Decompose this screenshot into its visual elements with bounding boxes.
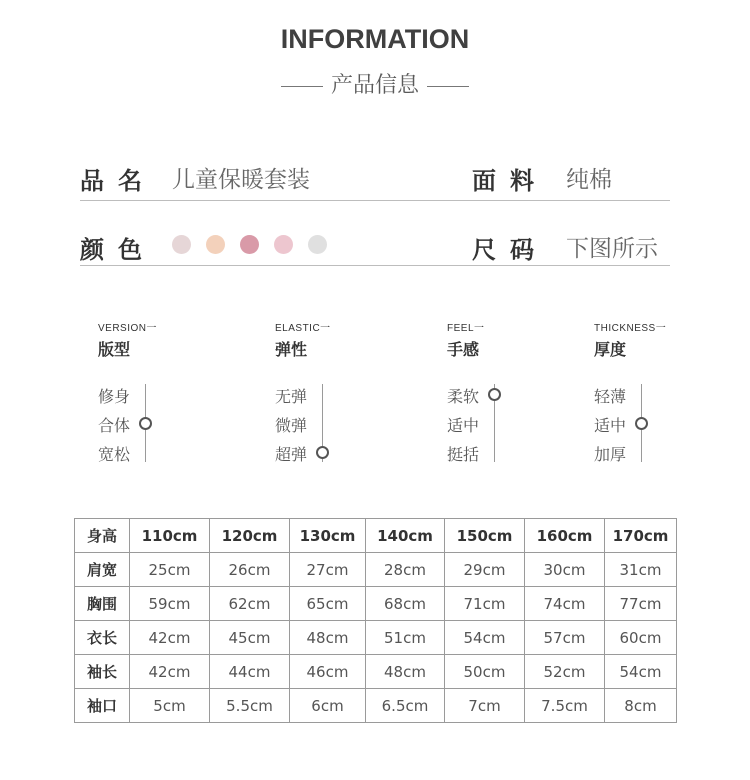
attribute-zh-label: 弹性	[275, 340, 308, 359]
table-row	[75, 587, 677, 621]
table-cell: 8cm	[605, 689, 677, 723]
table-header-cell: 120cm	[210, 519, 290, 553]
table-header-cell: 170cm	[605, 519, 677, 553]
table-cell: 6.5cm	[366, 689, 445, 723]
info-row-color-size	[80, 224, 670, 266]
attribute-heading	[275, 319, 331, 360]
table-cell: 60cm	[605, 621, 677, 655]
table-header-cell: 140cm	[366, 519, 445, 553]
table-header-cell: 150cm	[445, 519, 525, 553]
attribute-option: 挺括	[447, 445, 480, 464]
table-row	[75, 553, 677, 587]
table-header-cell: 160cm	[525, 519, 605, 553]
attribute-option: 柔软	[447, 387, 480, 406]
table-cell: 54cm	[605, 655, 677, 689]
divider-right	[427, 86, 469, 87]
attribute-option: 轻薄	[594, 387, 627, 406]
table-cell: 51cm	[366, 621, 445, 655]
table-cell: 25cm	[130, 553, 210, 587]
table-cell: 28cm	[366, 553, 445, 587]
table-header-cell: 身高	[75, 519, 130, 553]
attribute-en-label: FEEL一	[447, 323, 485, 334]
page-title: INFORMATION	[280, 24, 470, 54]
table-cell: 46cm	[290, 655, 366, 689]
attribute-option: 微弹	[275, 416, 308, 435]
attribute-selected-marker	[316, 446, 329, 459]
table-cell: 26cm	[210, 553, 290, 587]
attribute-option: 无弹	[275, 387, 308, 406]
color-swatch	[172, 235, 191, 254]
table-row	[75, 621, 677, 655]
table-row	[75, 689, 677, 723]
attribute-option: 修身	[98, 387, 131, 406]
table-cell: 74cm	[525, 587, 605, 621]
table-cell: 52cm	[525, 655, 605, 689]
color-swatch	[274, 235, 293, 254]
table-cell: 71cm	[445, 587, 525, 621]
attribute-option: 加厚	[594, 445, 627, 464]
color-swatch	[240, 235, 259, 254]
table-cell: 44cm	[210, 655, 290, 689]
attribute-option: 合体	[98, 416, 131, 435]
table-cell: 62cm	[210, 587, 290, 621]
table-cell: 54cm	[445, 621, 525, 655]
table-cell: 7.5cm	[525, 689, 605, 723]
table-row-header: 袖长	[75, 655, 130, 689]
divider-left	[281, 86, 323, 87]
table-cell: 31cm	[605, 553, 677, 587]
attribute-option: 宽松	[98, 445, 131, 464]
attribute-selected-marker	[139, 417, 152, 430]
table-header-cell: 130cm	[290, 519, 366, 553]
table-cell: 65cm	[290, 587, 366, 621]
info-row-name-fabric	[80, 156, 670, 201]
attribute-heading	[98, 319, 157, 360]
table-row-header: 衣长	[75, 621, 130, 655]
attribute-zh-label: 版型	[98, 340, 131, 359]
subtitle-text: 产品信息	[330, 73, 419, 98]
table-cell: 29cm	[445, 553, 525, 587]
size-value: 下图所示	[566, 236, 658, 262]
table-cell: 50cm	[445, 655, 525, 689]
table-cell: 6cm	[290, 689, 366, 723]
attribute-en-label: VERSION一	[98, 323, 158, 334]
table-row-header: 胸围	[75, 587, 130, 621]
table-row-header: 袖口	[75, 689, 130, 723]
attribute-option: 适中	[594, 416, 627, 435]
attribute-zh-label: 厚度	[594, 340, 627, 359]
size-table	[74, 518, 677, 723]
table-cell: 30cm	[525, 553, 605, 587]
attribute-en-label: THICKNESS一	[594, 323, 667, 334]
table-cell: 77cm	[605, 587, 677, 621]
table-cell: 59cm	[130, 587, 210, 621]
attribute-zh-label: 手感	[447, 340, 480, 359]
table-cell: 68cm	[366, 587, 445, 621]
attribute-en-label: ELASTIC一	[275, 323, 331, 334]
fabric-value: 纯棉	[566, 167, 612, 193]
table-cell: 48cm	[366, 655, 445, 689]
product-name-value: 儿童保暖套装	[172, 167, 310, 193]
product-name-label: 品名	[80, 167, 156, 195]
table-cell: 42cm	[130, 621, 210, 655]
attribute-option: 超弹	[275, 445, 308, 464]
table-row-header: 肩宽	[75, 553, 130, 587]
color-label: 颜色	[80, 236, 156, 264]
table-row	[75, 655, 677, 689]
attribute-option: 适中	[447, 416, 480, 435]
attribute-heading	[447, 319, 485, 360]
table-cell: 7cm	[445, 689, 525, 723]
color-swatch	[308, 235, 327, 254]
size-label: 尺码	[472, 236, 548, 264]
table-cell: 45cm	[210, 621, 290, 655]
table-cell: 57cm	[525, 621, 605, 655]
color-swatch	[206, 235, 225, 254]
fabric-label: 面料	[472, 167, 548, 195]
table-cell: 42cm	[130, 655, 210, 689]
table-cell: 5.5cm	[210, 689, 290, 723]
table-cell: 48cm	[290, 621, 366, 655]
attribute-selected-marker	[488, 388, 501, 401]
page-subtitle	[0, 68, 750, 99]
table-header-row	[75, 519, 677, 553]
table-cell: 27cm	[290, 553, 366, 587]
attribute-selected-marker	[635, 417, 648, 430]
table-cell: 5cm	[130, 689, 210, 723]
table-header-cell: 110cm	[130, 519, 210, 553]
attribute-heading	[594, 319, 666, 360]
